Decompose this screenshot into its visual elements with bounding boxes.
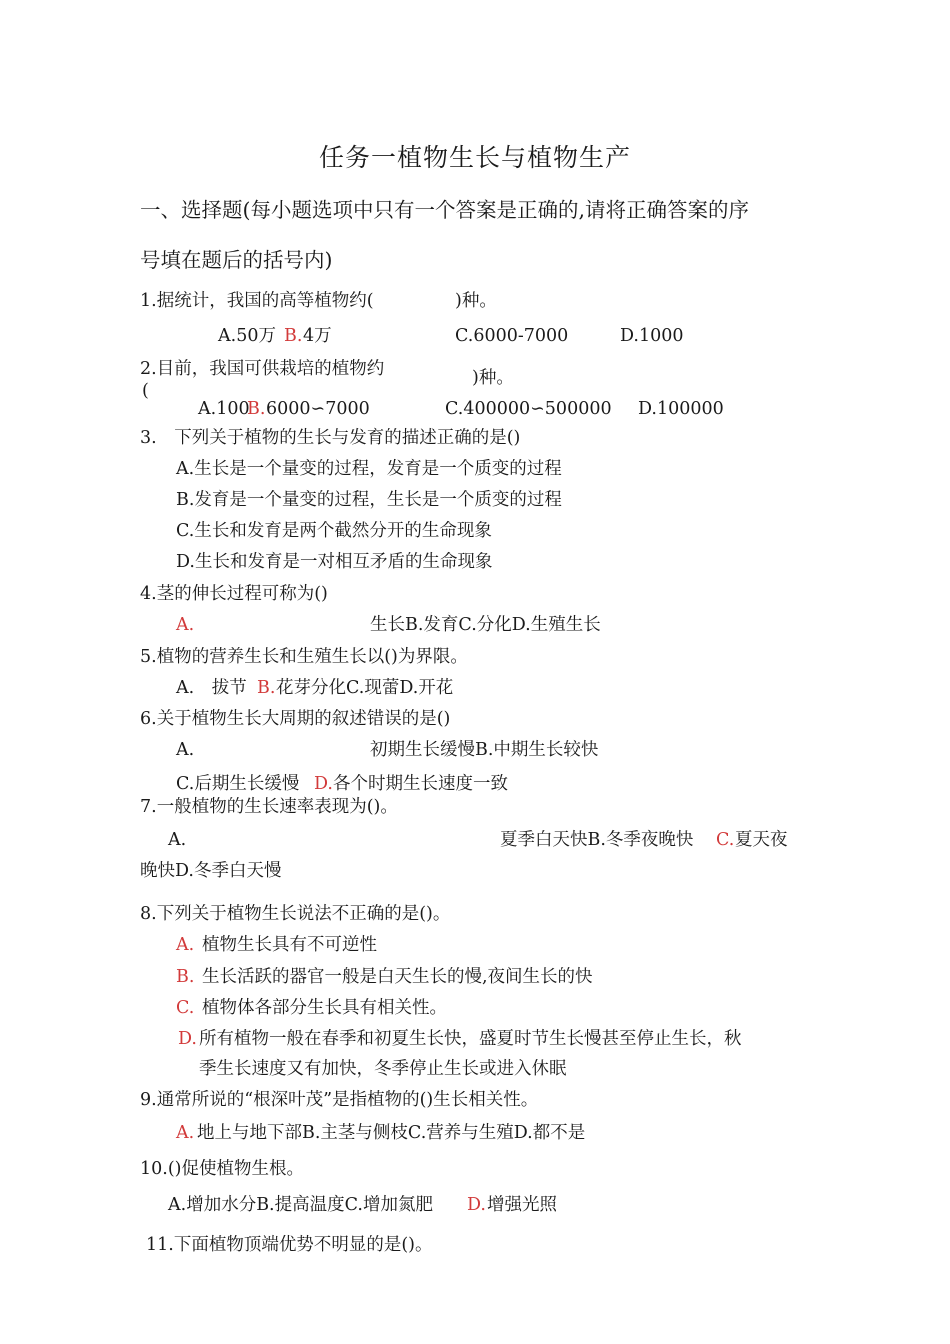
q8-option-a-letter: A. [176,935,195,955]
q8-option-c-text: 植物体各部分生长具有相关性。 [202,998,447,1018]
q2-stem: 2.目前，我国可供栽培的植物约 [140,359,385,379]
q9-stem: 9.通常所说的“根深叶茂”是指植物的()生长相关性。 [140,1090,539,1110]
q7-stem: 7.一般植物的生长速率表现为()。 [140,797,398,817]
q8-option-c-letter: C. [176,998,195,1018]
q8-option-a-text: 植物生长具有不可逆性 [202,935,377,955]
q7-option-c-text: 夏天夜 [735,830,788,850]
q6-options-ab: 初期生长缓慢B.中期生长较快 [370,740,599,760]
q6-option-d-letter: D. [314,774,333,794]
q3-stem: 3. 下列关于植物的生长与发育的描述正确的是() [140,428,521,448]
q4-option-a-letter: A. [176,615,195,635]
q3-option-c: C.生长和发育是两个截然分开的生命现象 [176,521,492,541]
section-heading-line2: 号填在题后的括号内) [140,248,333,272]
q2-option-b-text: 6000∽7000 [266,399,370,419]
q1-option-b-letter: B. [284,326,303,346]
section-heading-line1: 一、选择题(每小题选项中只有一个答案是正确的,请将正确答案的序 [140,198,750,222]
q7-option-c-letter: C. [716,830,735,850]
q1-option-a: A.50万 [218,326,276,346]
q7-options-continued: 晚快D.冬季白天慢 [140,861,282,881]
q1-option-d: D.1000 [620,326,684,346]
q10-options: A.增加水分B.提高温度C.增加氮肥 [168,1195,433,1215]
q2-stem-end: )种。 [472,368,514,388]
q10-option-d-text: 增强光照 [487,1195,557,1215]
q3-option-a: A.生长是一个量变的过程，发育是一个质变的过程 [176,459,562,479]
q5-options-rest: 花芽分化C.现蕾D.开花 [276,678,454,698]
q2-option-c: C.400000∽500000 [445,399,612,419]
q7-options-ab: 夏季白天快B.冬季夜晚快 [500,830,694,850]
q1-option-b-text: 4万 [303,326,332,346]
q1-stem-end: )种。 [455,291,497,311]
q6-option-c: C.后期生长缓慢 [176,774,300,794]
q5-option-a: A. 拔节 [176,678,247,698]
q3-option-d: D.生长和发育是一对相互矛盾的生命现象 [176,552,493,572]
document-title: 任务一植物生长与植物生产 [318,143,631,172]
q5-option-b-letter: B. [257,678,276,698]
q2-paren: ( [142,381,149,401]
q2-option-a: A.100 [198,399,250,419]
q8-option-b-letter: B. [176,967,195,987]
q6-option-d-text: 各个时期生长速度一致 [333,774,508,794]
q10-option-d-letter: D. [467,1195,486,1215]
q1-option-c: C.6000-7000 [455,326,569,346]
q11-stem: 11.下面植物顶端优势不明显的是()。 [146,1235,433,1255]
q4-options: 生长B.发育C.分化D.生殖生长 [370,615,601,635]
q7-option-a-letter: A. [168,830,187,850]
q4-stem: 4.茎的伸长过程可称为() [140,584,328,604]
q2-option-d: D.100000 [638,399,724,419]
q6-stem: 6.关于植物生长大周期的叙述错误的是() [140,709,451,729]
q9-option-a-letter: A. [176,1123,195,1143]
q8-option-b-text: 生长活跃的器官一般是白天生长的慢,夜间生长的快 [202,967,593,987]
q6-option-a-letter: A. [176,740,195,760]
q8-option-d-text: 所有植物一般在春季和初夏生长快，盛夏时节生长慢甚至停止生长，秋 [199,1029,742,1049]
q5-stem: 5.植物的营养生长和生殖生长以()为界限。 [140,647,468,667]
q1-stem: 1.据统计，我国的高等植物约( [140,291,374,311]
q9-options: 地上与地下部B.主茎与侧枝C.营养与生殖D.都不是 [197,1123,586,1143]
q8-option-d-text-continued: 季生长速度又有加快，冬季停止生长或进入休眠 [199,1059,567,1079]
q3-option-b: B.发育是一个量变的过程，生长是一个质变的过程 [176,490,562,510]
q8-option-d-letter: D. [178,1029,197,1049]
q8-stem: 8.下列关于植物生长说法不正确的是()。 [140,904,451,924]
q10-stem: 10.()促使植物生根。 [140,1159,304,1179]
q2-option-b-letter: B. [247,399,266,419]
